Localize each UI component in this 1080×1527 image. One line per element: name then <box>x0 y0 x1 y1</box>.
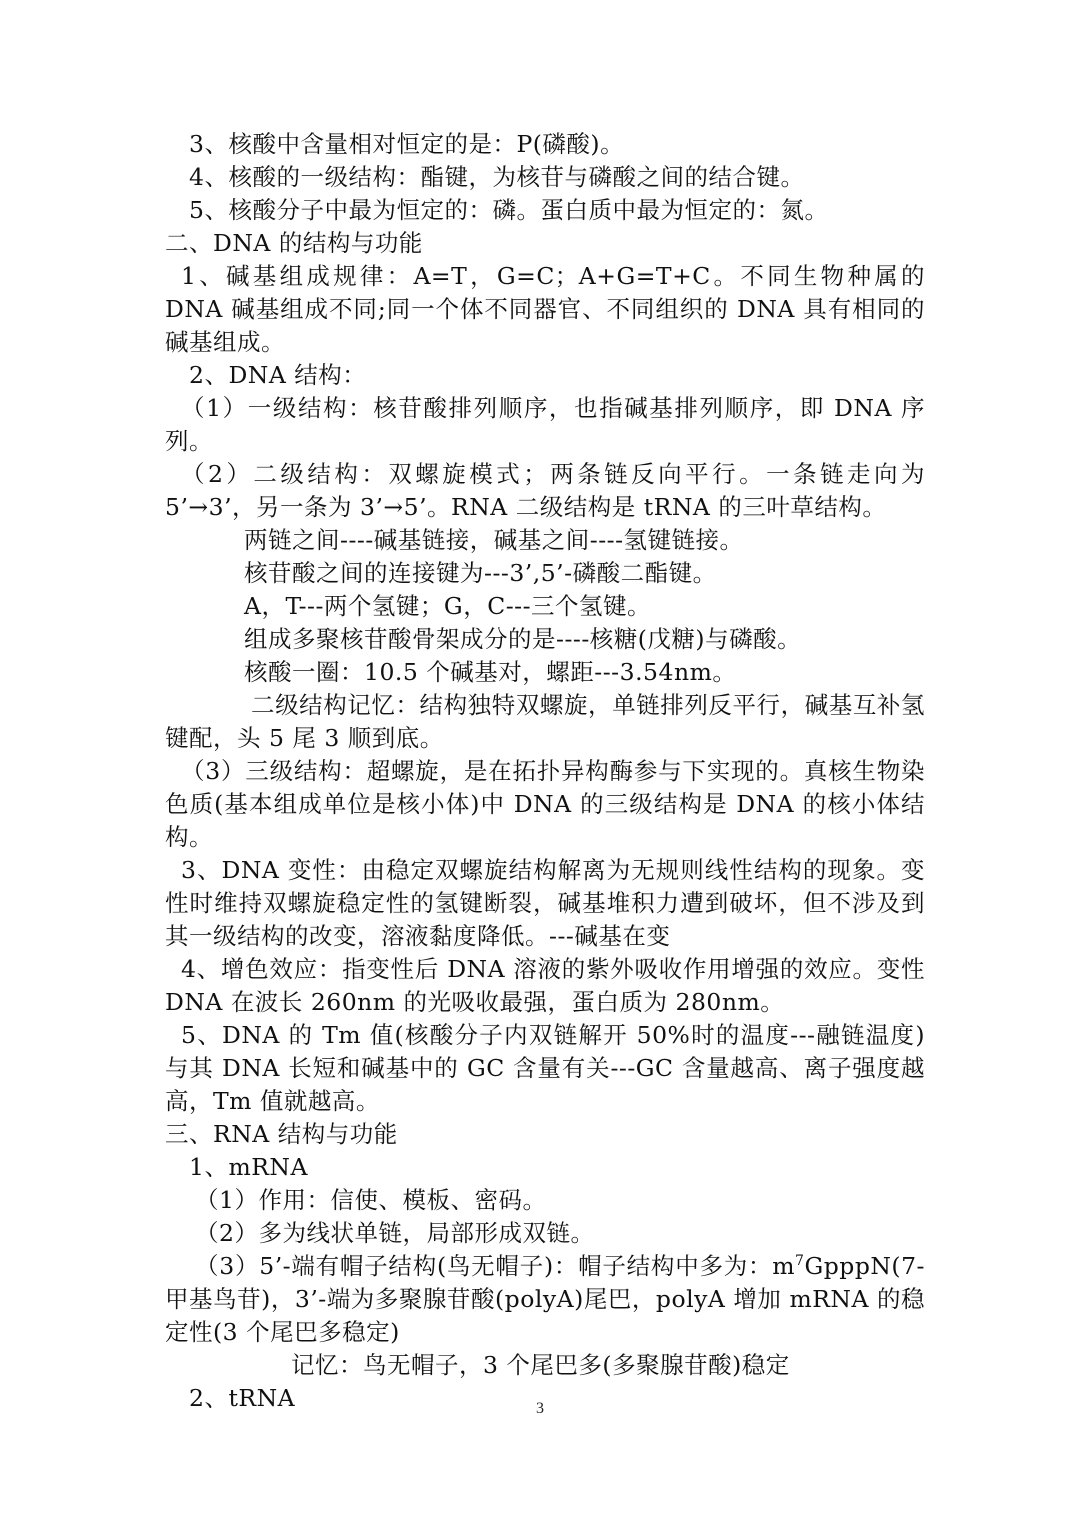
text-line: 2、DNA 结构： <box>189 361 367 389</box>
paragraph: （2）二级结构：双螺旋模式；两条链反向平行。一条链走向为 5’→3’，另一条为 3’→5’。RNA 二级结构是 tRNA 的三叶草结构。 <box>165 460 925 521</box>
text-line: 2、tRNA <box>189 1384 296 1412</box>
text-segment: （3）5’-端有帽子结构(鸟无帽子)：帽子结构中多为：m <box>195 1252 796 1280</box>
text-line: 核苷酸之间的连接键为---3’,5’-磷酸二酯键。 <box>244 559 717 587</box>
paragraph: （3）三级结构：超螺旋，是在拓扑异构酶参与下实现的。真核生物染色质(基本组成单位是核小体)中 DNA 的三级结构是 DNA 的核小体结构。 <box>165 757 925 851</box>
section-heading-dna: 二、DNA 的结构与功能 <box>165 229 423 257</box>
paragraph: 4、增色效应：指变性后 DNA 溶液的紫外吸收作用增强的效应。变性 DNA 在波长 260nm 的光吸收最强，蛋白质为 280nm。 <box>165 955 925 1016</box>
paragraph: 1、碱基组成规律：A=T，G=C；A+G=T+C。不同生物种属的 DNA 碱基组成不同;同一个体不同器官、不同组织的 DNA 具有相同的碱基组成。 <box>165 262 925 356</box>
paragraph: 5、DNA 的 Tm 值(核酸分子内双链解开 50%时的温度---融链温度)与其 DNA 长短和碱基中的 GC 含量有关---GC 含量越高、离子强度越高，Tm 值就越高。 <box>165 1021 925 1115</box>
superscript: 7 <box>795 1253 805 1269</box>
text-line: 组成多聚核苷酸骨架成分的是----核糖(戊糖)与磷酸。 <box>244 625 802 653</box>
text-line: 5、核酸分子中最为恒定的：磷。蛋白质中最为恒定的：氮。 <box>189 196 829 224</box>
text-line: 核酸一圈：10.5 个碱基对，螺距---3.54nm。 <box>244 658 737 686</box>
section-heading-rna: 三、RNA 结构与功能 <box>165 1120 398 1148</box>
paragraph: 3、DNA 变性：由稳定双螺旋结构解离为无规则线性结构的现象。变性时维持双螺旋稳定性的氢键断裂，碱基堆积力遭到破坏，但不涉及到其一级结构的改变，溶液黏度降低。---碱基在变 <box>165 856 925 950</box>
text-line: （2）多为线状单链，局部形成双链。 <box>195 1219 595 1247</box>
text-line: （1）作用：信使、模板、密码。 <box>195 1186 547 1214</box>
paragraph <box>165 1250 925 1349</box>
document-body <box>165 128 925 1415</box>
text-line: 3、核酸中含量相对恒定的是：P(磷酸)。 <box>189 130 625 158</box>
paragraph: 二级结构记忆：结构独特双螺旋，单链排列反平行，碱基互补氢键配，头 5 尾 3 顺到底。 <box>165 691 925 752</box>
text-line: 4、核酸的一级结构：酯键，为核苷与磷酸之间的结合键。 <box>189 163 805 191</box>
paragraph: （1）一级结构：核苷酸排列顺序，也指碱基排列顺序，即 DNA 序列。 <box>165 394 925 455</box>
page-number: 3 <box>536 1400 544 1417</box>
memory-line: 记忆：鸟无帽子，3 个尾巴多(多聚腺苷酸)稳定 <box>291 1351 790 1379</box>
text-line: A，T---两个氢键；G，C---三个氢键。 <box>244 592 652 620</box>
text-line: 1、mRNA <box>189 1153 308 1181</box>
text-segment: GpppN(7-甲基鸟苷)，3’-端为多聚腺苷酸(polyA)尾巴，polyA 增加 mRNA 的稳定性(3 个尾巴多稳定) <box>165 1252 925 1346</box>
text-line: 两链之间----碱基链接，碱基之间----氢键链接。 <box>244 526 744 554</box>
